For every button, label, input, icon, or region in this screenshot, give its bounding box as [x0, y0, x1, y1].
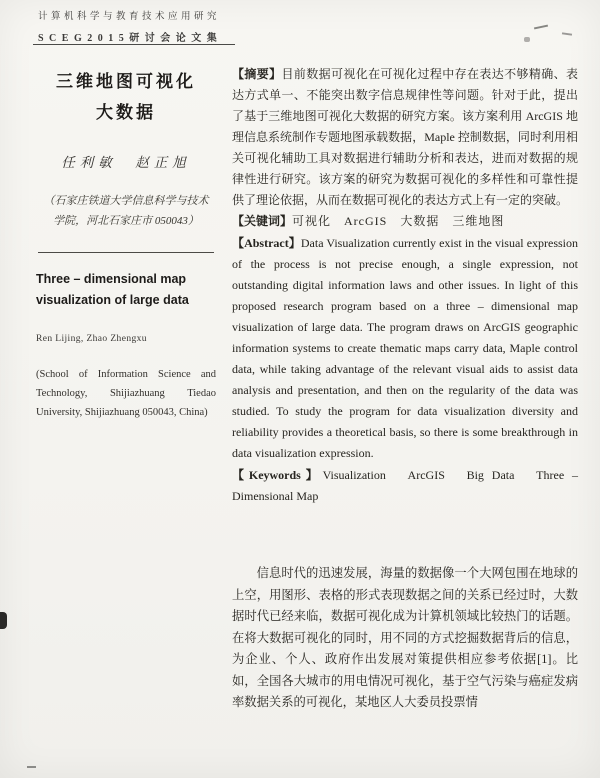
authors-en: Ren Lijing, Zhao Zhengxu	[36, 334, 147, 345]
keywords-en-label: 【Keywords】	[232, 468, 323, 482]
keywords-en-text: Visualization ArcGIS Big Data Three – Dimensional Map	[232, 468, 578, 503]
paper-title-zh-line1: 三维地图可视化	[56, 72, 196, 91]
abstract-zh	[232, 64, 578, 211]
header-proceedings-title: SCEG2015研讨会论文集	[38, 33, 223, 44]
scan-artifact-top-right-2	[562, 32, 572, 35]
header-underline	[33, 44, 235, 45]
abstract-en-label: 【Abstract】	[232, 236, 301, 250]
keywords-zh-text: 可视化 ArcGIS 大数据 三维地图	[292, 214, 505, 228]
paper-title-zh	[36, 66, 216, 129]
scan-artifact-top-right-1	[534, 25, 548, 30]
page-header	[38, 8, 222, 44]
abstract-zh-label: 【摘要】	[232, 67, 282, 81]
keywords-zh-label: 【关键词】	[232, 214, 293, 228]
introduction-paragraph: 信息时代的迅速发展，海量的数据像一个大网包围在地球的上空，用图形、表格的形式表现数据之间的关系已经过时，大数据时代已经来临，数据可视化成为计算机领域比较热门的话题。在将大数据可视化的同时，用不同的方式挖掘数据背后的信息，为企业、个人、政府作出发展对策提供相应参考依据[1]。比如，全国各大城市的用电情况可视化，基于空气污染与癌症发病率数据关系的可视化，某地区人大委员投票情	[232, 566, 578, 709]
abstract-en	[232, 233, 578, 464]
scan-artifact-top-right-3	[524, 37, 530, 42]
paper-title-en	[36, 269, 216, 313]
keywords-en	[232, 465, 578, 507]
abstract-zh-text: 目前数据可视化在可视化过程中存在表达不够精确、表达方式单一、不能突出数字信息规律性等问题。针对于此，提出了基于三维地图可视化大数据的研究方案。该方案利用 ArcGIS 地理信息系统制作专题地图承载数据，Maple 控制数据，同时利用相关可视化辅助工具对数据进行辅助分析和表达，进而对数据的规律性进行研究。该方案的研究为数据可视化的多样性和可靠性提供了理论依据，从而在数据可视化的表达方式上有一定的突破。	[232, 67, 578, 207]
affiliation-en: (School of Information Science and Technology, Shijiazhuang Tiedao University, Shijiazhuang 050043, China)	[36, 369, 216, 419]
keywords-zh	[232, 211, 578, 232]
left-column	[36, 58, 216, 774]
left-column-divider	[38, 252, 214, 253]
paper-title-zh-line2: 大数据	[96, 103, 156, 123]
scan-artifact-left-edge	[0, 612, 7, 629]
abstract-en-text: Data Visualization currently exist in the visual expression of the process is not precise enough, a single expression, not outstanding digital information laws and other issues. In light of this proposed research program based on a three – dimensional map visualization of large data. The program draws on ArcGIS geographic information systems to create thematic maps carry data, Maple control data, while taking advantage of the relevant visual aids to assist data analysis and presentation, and then on the regularity of the data was studied. To study the program for data visualization diversity and reliability provides a theoretical basis, so there is some breakthrough in data visualization expression.	[232, 236, 579, 460]
affiliation-zh: （石家庄铁道大学信息科学与技术学院，河北石家庄市 050043）	[43, 194, 209, 228]
header-series-title: 计算机科学与教育技术应用研究	[38, 12, 221, 22]
scan-artifact-bottom-left	[27, 766, 36, 768]
paper-title-en-line2: visualization of large data	[36, 293, 189, 308]
authors-zh: 任利敏 赵正旭	[61, 154, 191, 170]
two-column-layout	[36, 58, 578, 774]
right-column	[232, 58, 578, 774]
paper-title-en-line1: Three – dimensional map	[36, 271, 187, 286]
